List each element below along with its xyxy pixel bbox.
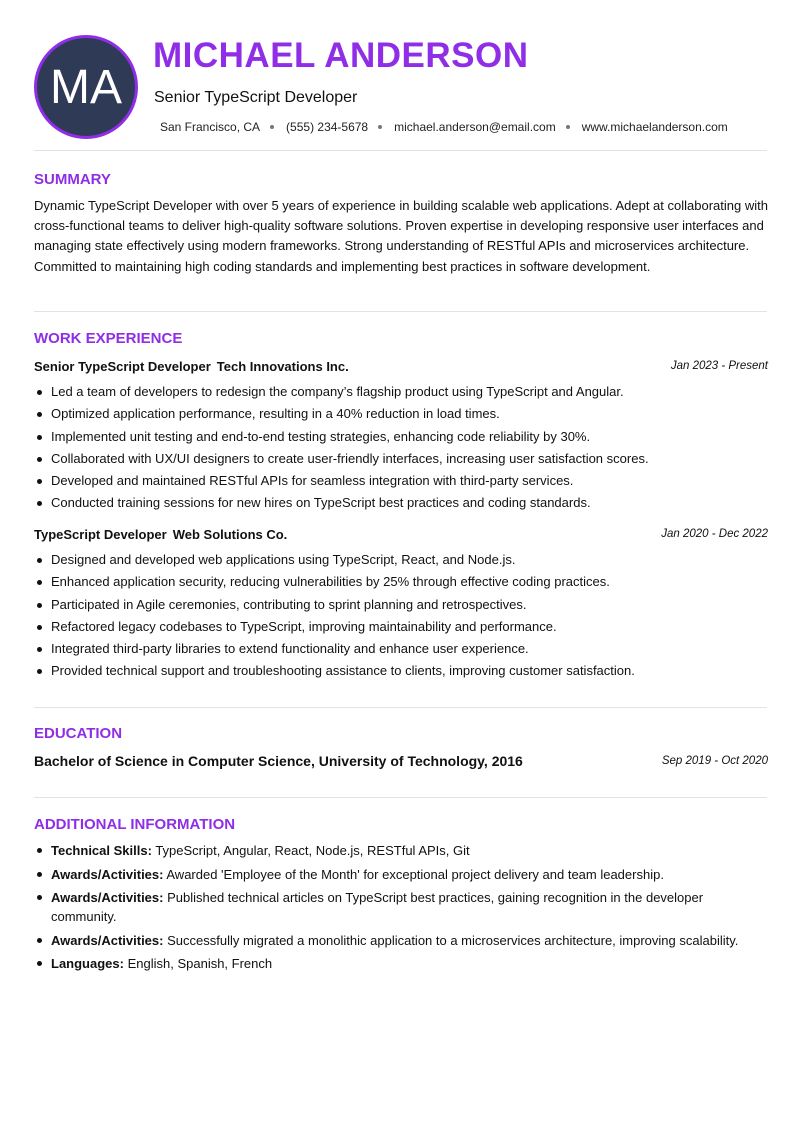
info-label: Awards/Activities: [51, 890, 164, 905]
info-text: English, Spanish, French [127, 956, 273, 971]
contact-separator [566, 125, 570, 129]
list-item [34, 865, 769, 884]
list-item [34, 954, 769, 973]
summary-heading: SUMMARY [34, 171, 111, 188]
job-dates: Jan 2020 - Dec 2022 [661, 528, 768, 540]
candidate-name: MICHAEL ANDERSON [153, 36, 529, 75]
divider [34, 797, 767, 798]
contact-website[interactable]: www.michaelanderson.com [581, 120, 728, 134]
info-label: Languages: [51, 956, 124, 971]
list-item: Designed and developed web applications using TypeScript, React, and Node.js. [34, 549, 769, 571]
list-item: Collaborated with UX/UI designers to create user-friendly interfaces, increasing user satisfaction scores. [34, 448, 769, 470]
work-experience-heading: WORK EXPERIENCE [34, 330, 183, 347]
info-text: TypeScript, Angular, React, Node.js, RESTful APIs, Git [155, 843, 470, 858]
candidate-role: Senior TypeScript Developer [154, 89, 358, 106]
additional-info-heading: ADDITIONAL INFORMATION [34, 816, 236, 833]
job-company: Web Solutions Co. [172, 527, 288, 542]
list-item: Optimized application performance, resulting in a 40% reduction in load times. [34, 403, 769, 425]
job-company: Tech Innovations Inc. [216, 359, 349, 374]
contact-separator [270, 125, 274, 129]
list-item: Integrated third-party libraries to extend functionality and enhance user experience. [34, 638, 769, 660]
info-label: Awards/Activities: [51, 866, 164, 882]
contact-separator [378, 125, 382, 129]
list-item: Participated in Agile ceremonies, contributing to sprint planning and retrospectives. [34, 594, 769, 616]
resume-header [0, 0, 800, 150]
list-item: Conducted training sessions for new hires on TypeScript best practices and coding standards. [34, 492, 769, 514]
list-item: Refactored legacy codebases to TypeScript, improving maintainability and performance. [34, 616, 769, 638]
contact-line [160, 120, 728, 134]
divider [34, 707, 767, 708]
summary-text: Dynamic TypeScript Developer with over 5 years of experience in building scalable web applications. Adept at collaborating with cross-functional teams to deliver high-quality software solutions. Proven expertise in developing responsive user interfaces and managing state effectively using modern frameworks. Strong understanding of RESTful APIs and microservices architecture. Committed to maintaining high coding standards and implementing best practices in software development. [34, 198, 768, 274]
divider [34, 311, 767, 312]
contact-email[interactable]: michael.anderson@email.com [394, 120, 556, 134]
list-item: Provided technical support and troubleshooting assistance to clients, improving customer satisfaction. [34, 660, 769, 682]
info-label: Awards/Activities: [51, 932, 164, 948]
degree: Bachelor of Science in Computer Science, University of Technology, 2016 [34, 753, 523, 769]
job-header [34, 527, 768, 542]
list-item: Developed and maintained RESTful APIs for seamless integration with third-party services. [34, 470, 769, 492]
divider [34, 150, 767, 151]
education-dates: Sep 2019 - Oct 2020 [661, 755, 768, 767]
list-item [34, 841, 769, 860]
info-text: Successfully migrated a monolithic application to a microservices architecture, improving scalability. [167, 932, 739, 948]
list-item: Enhanced application security, reducing vulnerabilities by 25% through effective coding practices. [34, 571, 769, 593]
job-bullets [34, 381, 769, 515]
job-dates: Jan 2023 - Present [670, 360, 768, 372]
info-text: Awarded 'Employee of the Month' for exceptional project delivery and team leadership. [166, 866, 664, 882]
education-heading: EDUCATION [34, 725, 123, 742]
job-title: TypeScript Developer [34, 527, 167, 542]
additional-info-list [34, 841, 769, 978]
list-item [34, 888, 769, 926]
contact-location: San Francisco, CA [160, 120, 261, 134]
job-title: Senior TypeScript Developer [34, 359, 211, 374]
avatar [34, 35, 138, 139]
contact-phone: (555) 234-5678 [286, 120, 369, 134]
job-header [34, 359, 768, 374]
list-item: Implemented unit testing and end-to-end testing strategies, enhancing code reliability by 30%. [34, 426, 769, 448]
info-label: Technical Skills: [51, 843, 152, 858]
education-entry [34, 753, 768, 769]
info-text: Published technical articles on TypeScript best practices, gaining recognition in the developer community. [51, 890, 704, 924]
avatar-initials: MA [50, 60, 122, 114]
list-item: Led a team of developers to redesign the company’s flagship product using TypeScript and Angular. [34, 381, 769, 403]
list-item [34, 931, 769, 950]
job-bullets [34, 549, 769, 683]
